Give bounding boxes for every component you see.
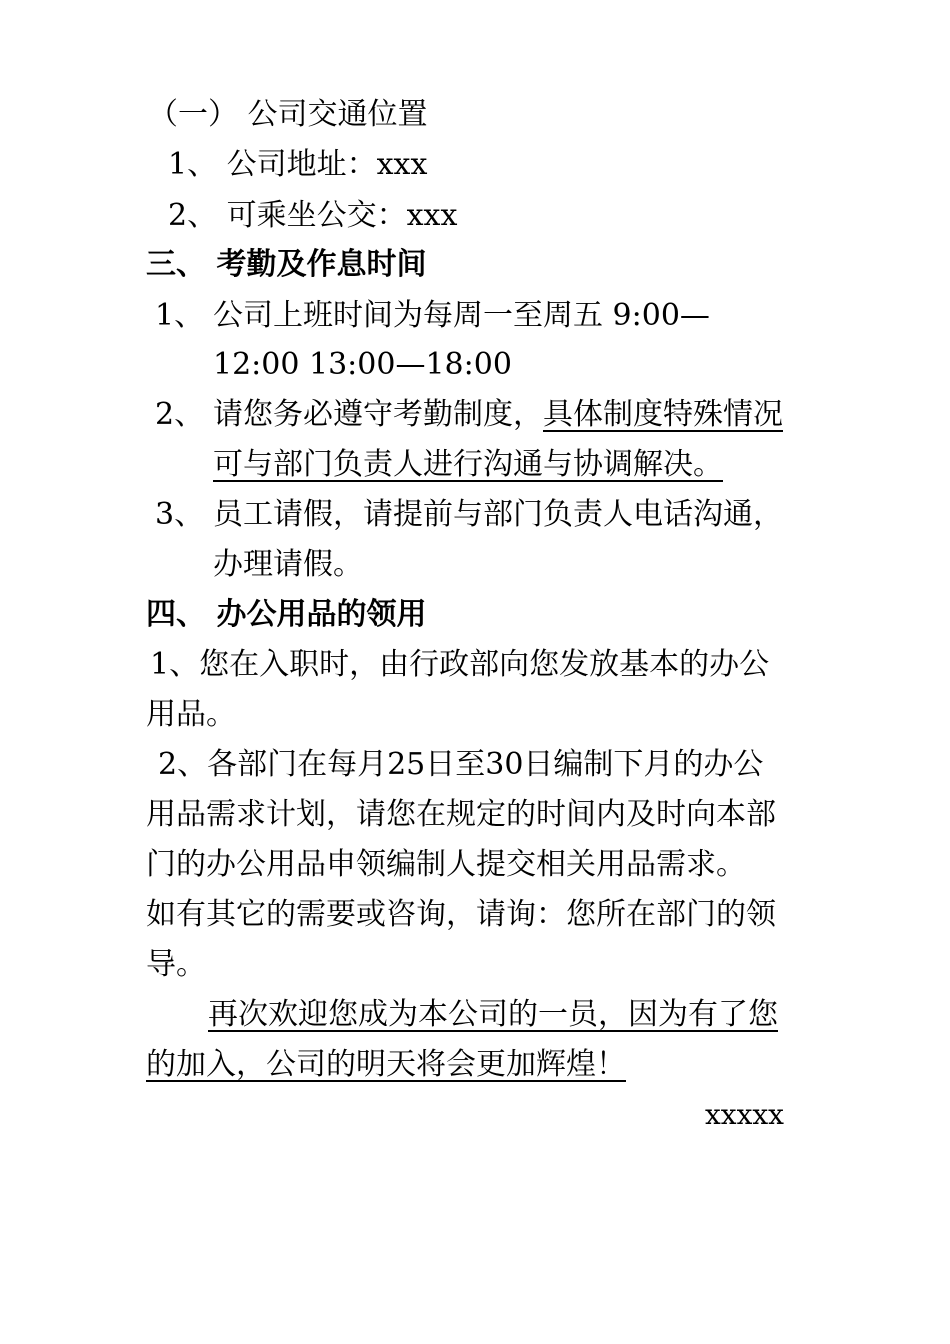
attendance-item-3-number: 3、 xyxy=(155,497,205,532)
supplies-paragraph-2-line-1: 2、各部门在每月25日至30日编制下月的办公 xyxy=(158,747,764,782)
supplies-paragraph-2-line-2: 用品需求计划，请您在规定的时间内及时向本部 xyxy=(146,797,776,832)
company-address: 1、 公司地址：xxx xyxy=(168,147,428,182)
attendance-item-2-number: 2、 xyxy=(155,397,205,432)
attendance-item-1-line-1: 公司上班时间为每周一至周五 9:00— xyxy=(213,298,710,333)
attendance-item-2-underlined-1: 具体制度特殊情况 xyxy=(543,397,783,432)
attendance-item-2-underlined-2: 可与部门负责人进行沟通与协调解决。 xyxy=(213,447,723,482)
signature: xxxxx xyxy=(705,1098,784,1131)
supplies-paragraph-3-line-2: 导。 xyxy=(146,947,206,982)
attendance-item-3-line-2: 办理请假。 xyxy=(213,547,363,582)
attendance-item-1-line-2: 12:00 13:00—18:00 xyxy=(213,347,512,382)
section-office-supplies-heading: 四、 办公用品的领用 xyxy=(146,597,427,632)
supplies-paragraph-2-line-3: 门的办公用品申领编制人提交相关用品需求。 xyxy=(146,847,746,882)
supplies-paragraph-3-line-1: 如有其它的需要或咨询，请询：您所在部门的领 xyxy=(146,897,776,932)
attendance-item-1-number: 1、 xyxy=(155,298,205,333)
supplies-paragraph-1-line-2: 用品。 xyxy=(146,697,236,732)
attendance-item-2-line-1 xyxy=(213,395,783,435)
bus-info: 2、 可乘坐公交：xxx xyxy=(168,198,458,233)
closing-line-2: 的加入，公司的明天将会更加辉煌！ xyxy=(146,1047,626,1082)
section-transport-title: （一） 公司交通位置 xyxy=(148,97,428,132)
supplies-paragraph-1-line-1: 1、您在入职时，由行政部向您发放基本的办公 xyxy=(150,647,770,682)
section-attendance-heading: 三、 考勤及作息时间 xyxy=(146,247,427,282)
attendance-item-2-text: 请您务必遵守考勤制度， xyxy=(213,397,543,432)
closing-line-1: 再次欢迎您成为本公司的一员，因为有了您 xyxy=(208,997,778,1032)
attendance-item-3-line-1: 员工请假，请提前与部门负责人电话沟通， xyxy=(213,497,783,532)
